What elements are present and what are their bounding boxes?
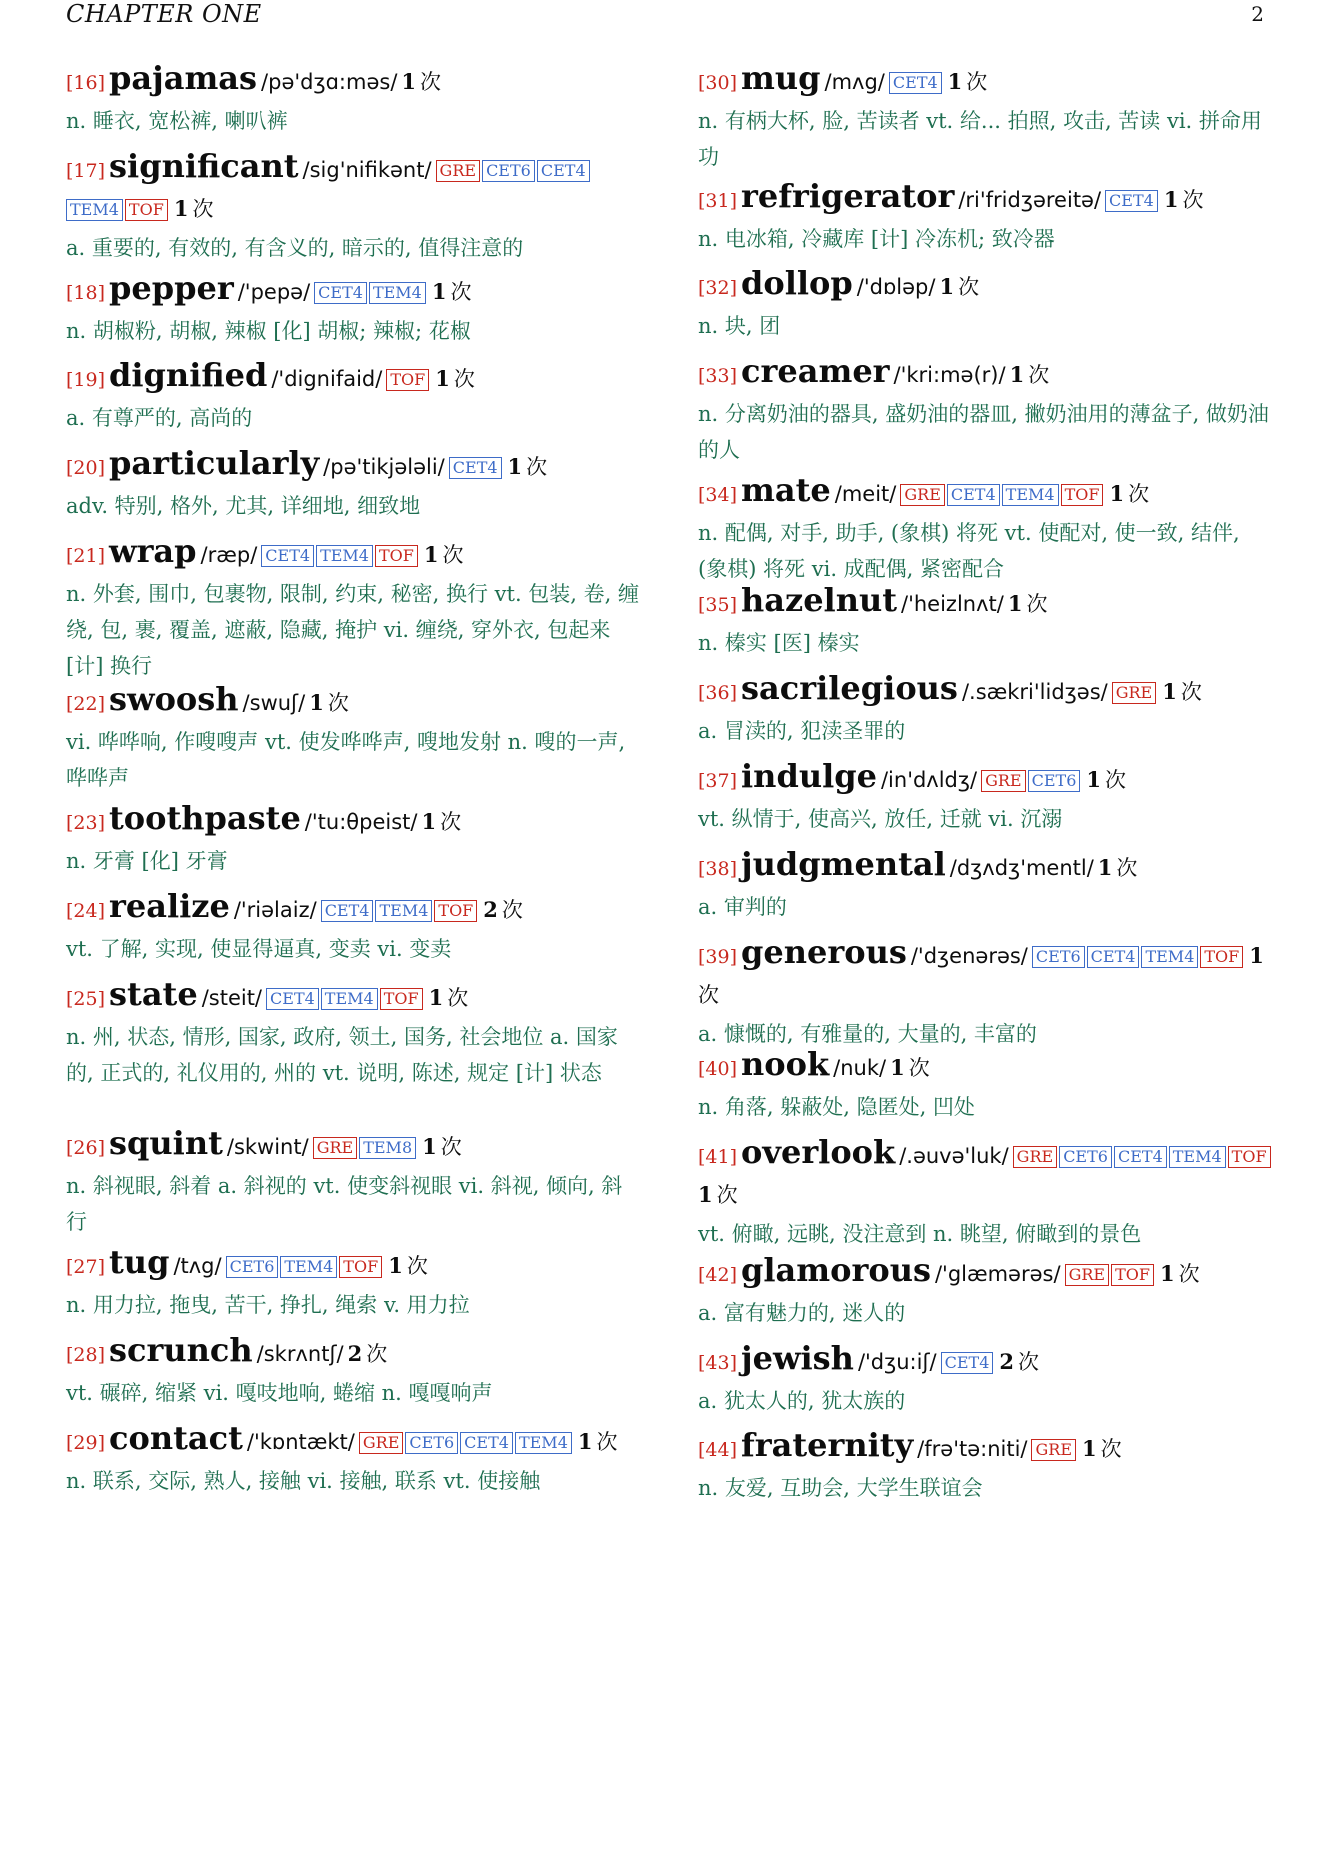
entry-number: [18] [66, 282, 106, 304]
occurrence-count: 1 [1163, 187, 1179, 212]
exam-tag: TOF [125, 199, 168, 221]
definition: a. 慷慨的, 有雅量的, 大量的, 丰富的 [698, 1022, 1037, 1046]
count-unit: 次 [716, 1183, 738, 1207]
exam-tag: TEM4 [1169, 1146, 1226, 1168]
headword: scrunch [109, 1331, 253, 1369]
headword: glamorous [741, 1251, 931, 1289]
definition: vt. 了解, 实现, 使显得逼真, 变卖 vi. 变卖 [66, 937, 452, 961]
occurrence-count: 1 [1249, 943, 1264, 968]
phonetic: /'heizlnʌt/ [901, 592, 1004, 616]
exam-tag: GRE [1031, 1439, 1076, 1461]
headword: realize [109, 887, 230, 925]
exam-tag: TEM4 [375, 900, 432, 922]
vocab-entry [66, 800, 641, 879]
vocab-entry [66, 445, 641, 524]
phonetic: /pə'tikjələli/ [323, 455, 445, 479]
exam-tag: TEM4 [280, 1256, 337, 1278]
occurrence-count: 1 [423, 542, 439, 567]
occurrence-count: 1 [1007, 591, 1023, 616]
vocab-entry [66, 888, 641, 967]
entry-headline [698, 758, 1273, 801]
vocab-entry [698, 1046, 1273, 1125]
count-unit: 次 [1180, 680, 1202, 704]
exam-tag: CET4 [1087, 946, 1140, 968]
phonetic: /dʒʌdʒ'mentl/ [949, 856, 1094, 880]
vocab-entry [66, 976, 641, 1091]
definition: n. 有柄大杯, 脸, 苦读者 vt. 给... 拍照, 攻击, 苦读 vi. 拼命用功 [698, 109, 1262, 169]
count-unit: 次 [1182, 188, 1204, 212]
vocab-entry [698, 178, 1273, 257]
exam-tag: CET6 [226, 1256, 279, 1278]
phonetic: /'kɒntækt/ [246, 1430, 355, 1454]
count-unit: 次 [1178, 1262, 1200, 1286]
definition: n. 分离奶油的器具, 盛奶油的器皿, 撇奶油用的薄盆子, 做奶油的人 [698, 402, 1269, 462]
definition: a. 审判的 [698, 895, 787, 919]
exam-tag: TOF [1200, 946, 1243, 968]
exam-tag: CET4 [889, 72, 942, 94]
definition: n. 联系, 交际, 熟人, 接触 vi. 接触, 联系 vt. 使接触 [66, 1469, 541, 1493]
entry-number: [39] [698, 946, 738, 968]
occurrence-count: 1 [1162, 679, 1177, 704]
exam-tag: TOF [1061, 484, 1104, 506]
exam-tag: GRE [1013, 1146, 1058, 1168]
definition: n. 用力拉, 拖曳, 苦干, 挣扎, 绳索 v. 用力拉 [66, 1293, 470, 1317]
headword: state [109, 975, 198, 1013]
definition: n. 配偶, 对手, 助手, (象棋) 将死 vt. 使配对, 使一致, 结伴, (象棋) 将死 vi. 成配偶, 紧密配合 [698, 521, 1240, 581]
entry-headline [698, 353, 1273, 396]
vocab-entry [698, 472, 1273, 587]
occurrence-count: 1 [401, 69, 417, 94]
count-unit: 次 [1116, 856, 1138, 880]
entry-number: [36] [698, 682, 738, 704]
exam-tag: CET6 [1028, 770, 1081, 792]
exam-tag: GRE [359, 1432, 404, 1454]
entry-headline [66, 533, 641, 576]
count-unit: 次 [1128, 482, 1150, 506]
definition: n. 电冰箱, 冷藏库 [计] 冷冻机; 致冷器 [698, 227, 1055, 251]
entry-headline [66, 976, 641, 1019]
vocab-entry [698, 1427, 1273, 1506]
entry-number: [32] [698, 277, 738, 299]
definition: vt. 纵情于, 使高兴, 放任, 迁就 vi. 沉溺 [698, 807, 1063, 831]
count-unit: 次 [1100, 1437, 1122, 1461]
page-number: 2 [1251, 2, 1264, 26]
headword: particularly [109, 444, 320, 482]
entry-number: [30] [698, 72, 738, 94]
count-unit: 次 [366, 1342, 388, 1366]
entry-number: [37] [698, 770, 738, 792]
entry-headline [698, 1252, 1273, 1295]
headword: mate [741, 471, 831, 509]
occurrence-count: 2 [999, 1349, 1015, 1374]
headword: pajamas [109, 59, 258, 97]
occurrence-count: 1 [435, 366, 450, 391]
occurrence-count: 1 [431, 279, 447, 304]
exam-tag: TOF [380, 988, 423, 1010]
count-unit: 次 [958, 275, 980, 299]
entry-headline [698, 1134, 1273, 1216]
exam-tag: CET4 [947, 484, 1000, 506]
exam-tag: TOF [386, 369, 429, 391]
entry-number: [38] [698, 858, 738, 880]
entry-number: [31] [698, 190, 738, 212]
headword: dollop [741, 264, 853, 302]
exam-tag: CET6 [1059, 1146, 1112, 1168]
entry-number: [44] [698, 1439, 738, 1461]
vocab-entry [66, 1332, 641, 1411]
exam-tag: TEM4 [66, 199, 123, 221]
headword: sacrilegious [741, 669, 958, 707]
definition: a. 富有魅力的, 迷人的 [698, 1301, 906, 1325]
entry-headline [66, 148, 641, 230]
entry-number: [23] [66, 812, 106, 834]
occurrence-count: 1 [309, 690, 324, 715]
headword: creamer [741, 352, 890, 390]
exam-tag: CET6 [405, 1432, 458, 1454]
entry-number: [35] [698, 594, 738, 616]
vocab-entry [698, 60, 1273, 175]
entry-headline [66, 60, 641, 103]
vocab-entry [698, 934, 1273, 1052]
headword: significant [109, 147, 299, 185]
entry-number: [33] [698, 365, 738, 387]
occurrence-count: 1 [577, 1429, 593, 1454]
count-unit: 次 [440, 810, 462, 834]
headword: refrigerator [741, 177, 955, 215]
exam-tag: TEM4 [321, 988, 378, 1010]
count-unit: 次 [442, 543, 464, 567]
headword: pepper [109, 269, 234, 307]
phonetic: /swuʃ/ [242, 691, 306, 715]
phonetic: /steit/ [201, 986, 263, 1010]
phonetic: /tʌg/ [173, 1254, 222, 1278]
headword: swoosh [109, 680, 239, 718]
count-unit: 次 [447, 986, 469, 1010]
exam-tag: TEM8 [359, 1137, 416, 1159]
exam-tag: TEM4 [369, 282, 426, 304]
occurrence-count: 1 [1082, 1436, 1097, 1461]
exam-tag: CET6 [482, 160, 535, 182]
headword: jewish [741, 1339, 854, 1377]
occurrence-count: 1 [428, 985, 444, 1010]
exam-tag: TEM4 [316, 545, 373, 567]
phonetic: /'riəlaiz/ [233, 898, 317, 922]
definition: n. 牙膏 [化] 牙膏 [66, 849, 228, 873]
entry-number: [26] [66, 1137, 106, 1159]
count-unit: 次 [966, 70, 988, 94]
headword: indulge [741, 757, 877, 795]
headword: contact [109, 1419, 243, 1457]
entry-headline [698, 1427, 1273, 1470]
exam-tag: CET4 [537, 160, 590, 182]
definition: n. 斜视眼, 斜着 a. 斜视的 vt. 使变斜视眼 vi. 斜视, 倾向, 斜行 [66, 1174, 623, 1234]
entry-headline [698, 934, 1273, 1016]
entry-number: [41] [698, 1146, 738, 1168]
exam-tag: TEM4 [1141, 946, 1198, 968]
phonetic: /nuk/ [833, 1056, 887, 1080]
count-unit: 次 [908, 1056, 930, 1080]
phonetic: /frə'tə:niti/ [917, 1437, 1028, 1461]
entry-number: [34] [698, 484, 738, 506]
exam-tag: CET4 [266, 988, 319, 1010]
headword: nook [741, 1045, 830, 1083]
definition: n. 州, 状态, 情形, 国家, 政府, 领土, 国务, 社会地位 a. 国家的, 正式的, 礼仪用的, 州的 vt. 说明, 陈述, 规定 [计] 状态 [66, 1025, 618, 1085]
phonetic: /meit/ [834, 482, 897, 506]
phonetic: /'dʒu:iʃ/ [857, 1350, 937, 1374]
count-unit: 次 [1105, 768, 1127, 792]
count-unit: 次 [1028, 363, 1050, 387]
entry-headline [698, 846, 1273, 889]
entry-headline [698, 178, 1273, 221]
entry-number: [16] [66, 72, 106, 94]
headword: wrap [109, 532, 197, 570]
entry-headline [698, 472, 1273, 515]
definition: vi. 哗哗响, 作嗖嗖声 vt. 使发哗哗声, 嗖地发射 n. 嗖的一声, 哗哗声 [66, 730, 626, 790]
occurrence-count: 1 [507, 454, 523, 479]
occurrence-count: 1 [1097, 855, 1113, 880]
count-unit: 次 [453, 367, 475, 391]
phonetic: /'tu:θpeist/ [304, 810, 418, 834]
vocab-entry [698, 758, 1273, 837]
occurrence-count: 1 [1086, 767, 1102, 792]
exam-tag: TEM4 [515, 1432, 572, 1454]
count-unit: 次 [698, 983, 719, 1007]
phonetic: /'kri:mə(r)/ [893, 363, 1006, 387]
vocab-entry [66, 1244, 641, 1323]
count-unit: 次 [526, 455, 548, 479]
vocab-entry [698, 265, 1273, 344]
vocab-entry [698, 1340, 1273, 1419]
occurrence-count: 2 [347, 1341, 363, 1366]
phonetic: /pə'dʒɑ:məs/ [261, 70, 398, 94]
count-unit: 次 [450, 280, 472, 304]
phonetic: /'dɒləp/ [856, 275, 936, 299]
entry-number: [19] [66, 369, 106, 391]
definition: n. 榛实 [医] 榛实 [698, 631, 860, 655]
vocab-entry [66, 681, 641, 796]
phonetic: /'dʒenərəs/ [910, 944, 1028, 968]
exam-tag: GRE [1112, 682, 1157, 704]
vocab-entry [66, 357, 641, 436]
vocab-entry [698, 353, 1273, 468]
count-unit: 次 [596, 1430, 618, 1454]
headword: hazelnut [741, 581, 898, 619]
entry-number: [17] [66, 160, 106, 182]
exam-tag: CET4 [321, 900, 374, 922]
entry-headline [698, 1046, 1273, 1089]
entry-headline [698, 265, 1273, 308]
headword: toothpaste [109, 799, 301, 837]
definition: vt. 碾碎, 缩紧 vi. 嘎吱地响, 蜷缩 n. 嘎嘎响声 [66, 1381, 493, 1405]
exam-tag: CET4 [314, 282, 367, 304]
exam-tag: TOF [375, 545, 418, 567]
definition: vt. 俯瞰, 远眺, 没注意到 n. 眺望, 俯瞰到的景色 [698, 1222, 1142, 1246]
phonetic: /in'dʌldʒ/ [880, 768, 978, 792]
exam-tag: TOF [1228, 1146, 1271, 1168]
count-unit: 次 [406, 1254, 428, 1278]
entry-headline [66, 681, 641, 724]
entry-headline [66, 800, 641, 843]
vocab-entry [66, 60, 641, 139]
entry-headline [66, 445, 641, 488]
exam-tag: CET4 [460, 1432, 513, 1454]
entry-number: [28] [66, 1344, 106, 1366]
headword: tug [109, 1243, 170, 1281]
vocab-entry [698, 582, 1273, 661]
exam-tag: GRE [900, 484, 945, 506]
vocab-entry [698, 670, 1273, 749]
entry-number: [24] [66, 900, 106, 922]
definition: a. 冒渎的, 犯渎圣罪的 [698, 719, 906, 743]
entry-number: [40] [698, 1058, 738, 1080]
occurrence-count: 1 [1159, 1261, 1175, 1286]
vocab-entry [698, 846, 1273, 925]
exam-tag: GRE [981, 770, 1026, 792]
vocab-entry [698, 1252, 1273, 1331]
vocab-entry [66, 533, 641, 684]
occurrence-count: 1 [939, 274, 955, 299]
entry-headline [66, 270, 641, 313]
exam-tag: CET6 [1032, 946, 1085, 968]
phonetic: /'glæmərəs/ [934, 1262, 1061, 1286]
phonetic: /'pepə/ [237, 280, 311, 304]
phonetic: /skrʌntʃ/ [256, 1342, 344, 1366]
exam-tag: GRE [436, 160, 481, 182]
exam-tag: CET4 [941, 1352, 994, 1374]
headword: squint [109, 1124, 223, 1162]
entry-number: [25] [66, 988, 106, 1010]
chapter-title: CHAPTER ONE [66, 0, 262, 28]
entry-number: [42] [698, 1264, 738, 1286]
exam-tag: CET4 [261, 545, 314, 567]
headword: fraternity [741, 1426, 914, 1464]
occurrence-count: 1 [388, 1253, 403, 1278]
occurrence-count: 1 [947, 69, 963, 94]
phonetic: /.sækri'lidʒəs/ [961, 680, 1108, 704]
entry-headline [66, 357, 641, 400]
occurrence-count: 1 [1109, 481, 1125, 506]
definition: n. 胡椒粉, 胡椒, 辣椒 [化] 胡椒; 辣椒; 花椒 [66, 319, 471, 343]
entry-number: [29] [66, 1432, 106, 1454]
occurrence-count: 1 [698, 1182, 713, 1207]
headword: overlook [741, 1133, 896, 1171]
occurrence-count: 1 [422, 1134, 437, 1159]
headword: dignified [109, 356, 268, 394]
entry-number: [22] [66, 693, 106, 715]
entry-headline [66, 1125, 641, 1168]
exam-tag: CET4 [1114, 1146, 1167, 1168]
headword: judgmental [741, 845, 946, 883]
occurrence-count: 1 [173, 196, 189, 221]
definition: n. 友爱, 互助会, 大学生联谊会 [698, 1476, 983, 1500]
exam-tag: TOF [434, 900, 477, 922]
count-unit: 次 [1026, 592, 1048, 616]
definition: n. 睡衣, 宽松裤, 喇叭裤 [66, 109, 288, 133]
entry-headline [66, 888, 641, 931]
definition: n. 角落, 躲蔽处, 隐匿处, 凹处 [698, 1095, 975, 1119]
entry-headline [698, 60, 1273, 103]
exam-tag: GRE [313, 1137, 358, 1159]
phonetic: /sig'nifikənt/ [302, 158, 432, 182]
phonetic: /.əuvə'luk/ [899, 1144, 1009, 1168]
phonetic: /'dignifaid/ [271, 367, 383, 391]
occurrence-count: 1 [421, 809, 437, 834]
entry-number: [20] [66, 457, 106, 479]
definition: a. 重要的, 有效的, 有含义的, 暗示的, 值得注意的 [66, 236, 524, 260]
count-unit: 次 [501, 898, 523, 922]
vocab-entry [66, 270, 641, 349]
definition: a. 有尊严的, 高尚的 [66, 406, 253, 430]
definition: n. 外套, 围巾, 包裹物, 限制, 约束, 秘密, 换行 vt. 包装, 卷, 缠绕, 包, 裹, 覆盖, 遮蔽, 隐藏, 掩护 vi. 缠绕, 穿外衣, 包起来 [计] 换行 [66, 582, 640, 678]
count-unit: 次 [327, 691, 349, 715]
entry-headline [698, 1340, 1273, 1383]
entry-headline [698, 670, 1273, 713]
phonetic: /ri'fridʒəreitə/ [958, 188, 1102, 212]
exam-tag: TOF [1111, 1264, 1154, 1286]
definition: a. 犹太人的, 犹太族的 [698, 1389, 906, 1413]
vocab-entry [66, 1125, 641, 1240]
count-unit: 次 [440, 1135, 462, 1159]
entry-headline [66, 1244, 641, 1287]
headword: mug [741, 59, 821, 97]
headword: generous [741, 933, 907, 971]
occurrence-count: 1 [1009, 362, 1025, 387]
exam-tag: TOF [339, 1256, 382, 1278]
vocab-entry [698, 1134, 1273, 1252]
entry-headline [698, 582, 1273, 625]
entry-number: [27] [66, 1256, 106, 1278]
definition: adv. 特别, 格外, 尤其, 详细地, 细致地 [66, 494, 421, 518]
count-unit: 次 [1018, 1350, 1040, 1374]
entry-headline [66, 1420, 641, 1463]
vocab-entry [66, 1420, 641, 1499]
phonetic: /skwint/ [226, 1135, 309, 1159]
phonetic: /ræp/ [200, 543, 258, 567]
definition: n. 块, 团 [698, 314, 781, 338]
count-unit: 次 [192, 197, 214, 221]
exam-tag: CET4 [449, 457, 502, 479]
vocab-entry [66, 148, 641, 266]
exam-tag: GRE [1065, 1264, 1110, 1286]
entry-number: [43] [698, 1352, 738, 1374]
entry-number: [21] [66, 545, 106, 567]
occurrence-count: 2 [483, 897, 498, 922]
exam-tag: CET4 [1105, 190, 1158, 212]
exam-tag: TEM4 [1002, 484, 1059, 506]
count-unit: 次 [420, 70, 442, 94]
phonetic: /mʌg/ [824, 70, 885, 94]
occurrence-count: 1 [890, 1055, 905, 1080]
entry-headline [66, 1332, 641, 1375]
